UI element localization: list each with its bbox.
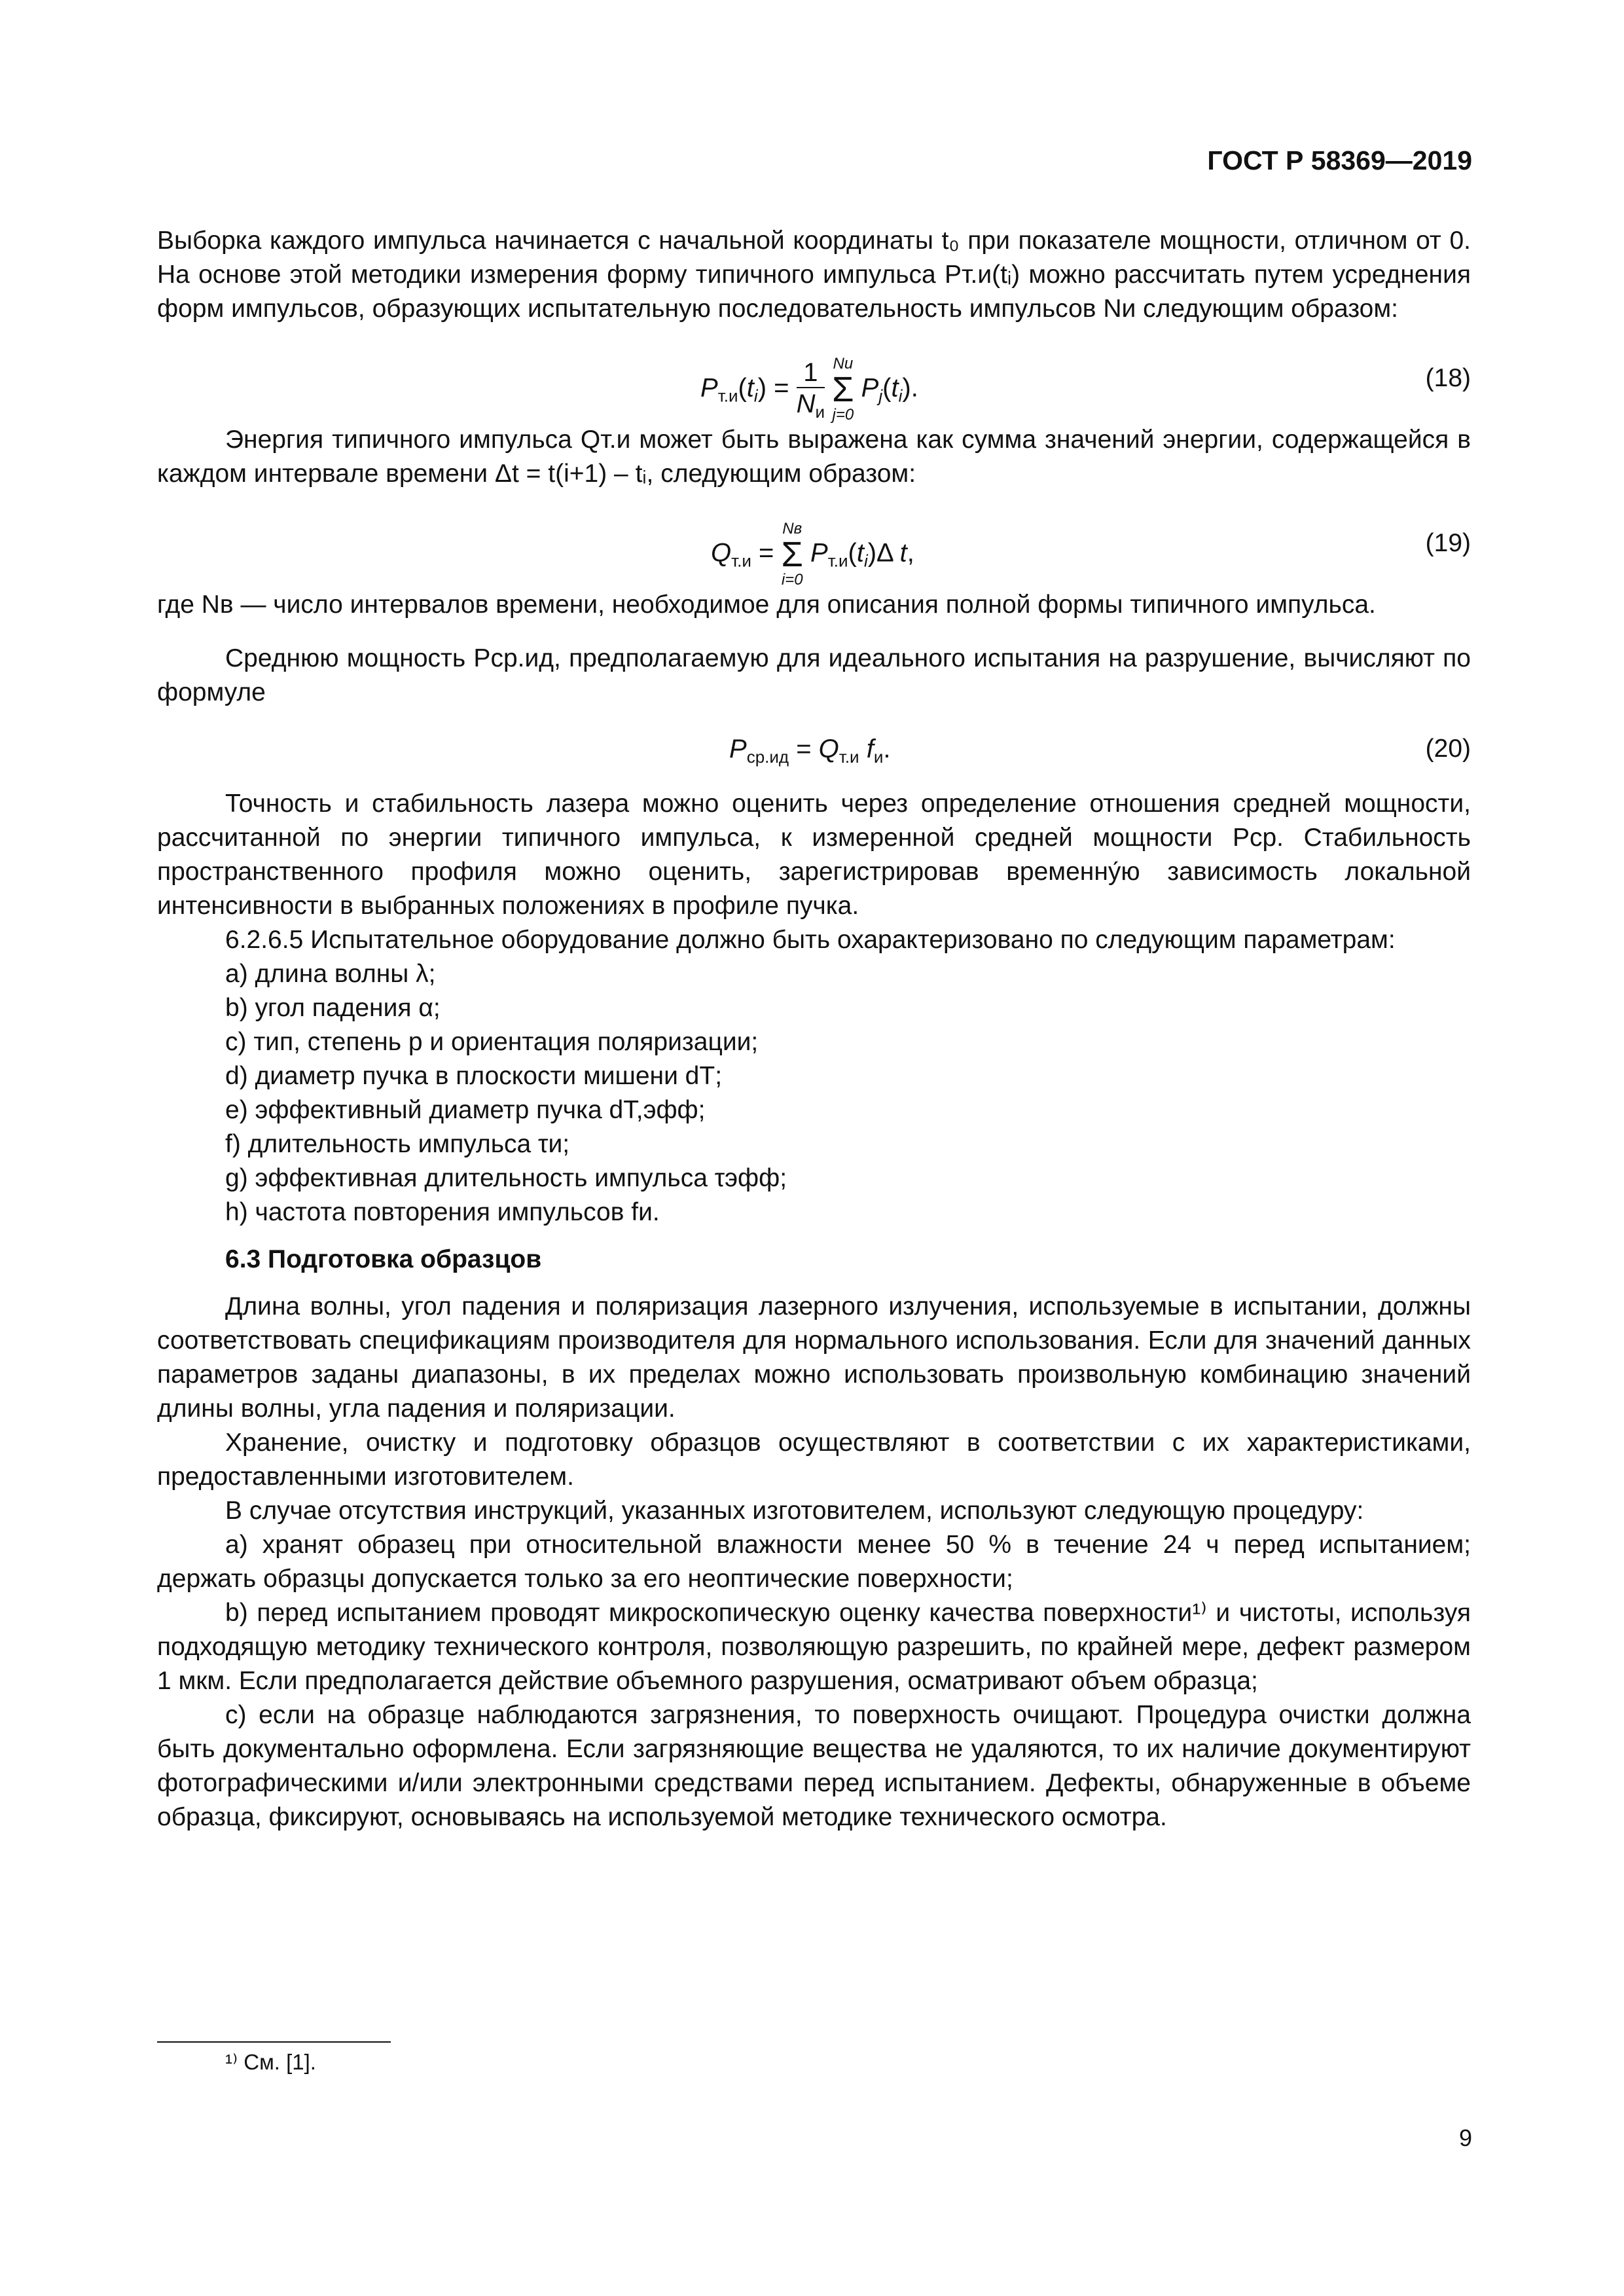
paragraph: c) если на образце наблюдаются загрязнения, то поверхность очищают. Процедура очистки должна быть документально оформлена. Если загрязняющие вещества не удаляются, то их наличие документируют фотографическими и/или электронными средствами перед испытанием. Дефекты, обнаруженные в объеме образца, фиксируют, основываясь на используемой методике технического осмотра. (157, 1701, 1471, 1831)
paragraph: Выборка каждого импульса начинается с начальной координаты t₀ при показателе мощности, отличном от 0. На основе этой методики измерения форму типичного импульса Pт.и(tᵢ) можно рассчитать путем усреднения форм импульсов, образующих испытательную последовательность импульсов Nи следующим образом: (157, 227, 1471, 323)
paragraph: где Nв — число интервалов времени, необходимое для описания полной формы типичного импульса. (157, 591, 1376, 619)
paragraph: 6.2.6.5 Испытательное оборудование должно быть охарактеризовано по следующим параметрам: (225, 926, 1396, 954)
paragraph: b) перед испытанием проводят микроскопическую оценку качества поверхности¹⁾ и чистоты, используя подходящую методику технического контроля, позволяющую разрешить, по крайней мере, дефект размером 1 мкм. Если предполагается действие объемного разрушения, осматривают объем образца; (157, 1599, 1471, 1695)
parameter-list (157, 957, 1471, 1230)
list-item: c) тип, степень p и ориентация поляризации; (225, 1028, 759, 1056)
page-number: 9 (1458, 2124, 1472, 2151)
paragraph: a) хранят образец при относительной влажности менее 50 % в течение 24 ч перед испытанием; держать образцы допускается только за его неоптические поверхности; (157, 1531, 1471, 1593)
equation-20 (157, 719, 1471, 778)
document-id-header: ГОСТ Р 58369—2019 (1207, 145, 1472, 175)
paragraph: В случае отсутствия инструкций, указанных изготовителем, используют следующую процедуру: (225, 1497, 1364, 1525)
equation-number: (18) (1425, 364, 1471, 392)
paragraph: Хранение, очистку и подготовку образцов осуществляют в соответствии с их характеристиками, предоставленными изготовителем. (157, 1429, 1471, 1491)
list-item: h) частота повторения импульсов fи. (225, 1198, 660, 1226)
list-item: b) угол падения α; (225, 994, 441, 1022)
footnote-separator (157, 2041, 391, 2043)
list-item: d) диаметр пучка в плоскости мишени dТ; (225, 1062, 723, 1090)
page-body (157, 224, 1471, 1834)
list-item: g) эффективная длительность импульса τэфф; (225, 1164, 787, 1192)
footnote: ¹⁾ См. [1]. (225, 2050, 316, 2074)
section-title: 6.3 Подготовка образцов (225, 1245, 542, 1273)
paragraph: Энергия типичного импульса Qт.и может быть выражена как сумма значений энергии, содержащейся в каждом интервале времени Δt = t(i+1) – tᵢ, следующим образом: (157, 426, 1471, 488)
equation-number: (20) (1425, 735, 1471, 763)
list-item: a) длина волны λ; (225, 960, 436, 988)
equation-20-formula: $P_{ср.ид} = Q_{т.и}$ $f_и$. (729, 735, 891, 767)
equation-number: (19) (1425, 529, 1471, 557)
equation-18-formula: $P_{т.и}(t_i)$ = $\frac{1}{N_и}$ Nи Σ j=0 $P_j(t_i)$. (700, 355, 918, 424)
paragraph: Точность и стабильность лазера можно оценить через определение отношения средней мощности, рассчитанной по энергии типичного импульса, к измеренной средней мощности Pср. Стабильность пространственного профиля можно оценить, зарегистрировав временну́ю зависимость локальной интенсивности в выбранных положениях в профиле пучка. (157, 790, 1471, 920)
equation-19 (157, 500, 1471, 589)
list-item: e) эффективный диаметр пучка dТ,эфф; (225, 1096, 706, 1124)
list-item: f) длительность импульса τи; (225, 1130, 570, 1158)
equation-18 (157, 335, 1471, 424)
paragraph: Среднюю мощность Pср.ид, предполагаемую для идеального испытания на разрушение, вычисляют по формуле (157, 644, 1471, 706)
paragraph: Длина волны, угол падения и поляризация лазерного излучения, используемые в испытании, должны соответствовать спецификациям производителя для нормального использования. Если для значений данных параметров заданы диапазоны, в их пределах можно использовать произвольную комбинацию значений длины волны, угла падения и поляризации. (157, 1292, 1471, 1423)
equation-19-formula: $Q_{т.и}$ = Nв Σ i=0 $P_{т.и}(t_i)\Delta$ t, (711, 520, 914, 589)
